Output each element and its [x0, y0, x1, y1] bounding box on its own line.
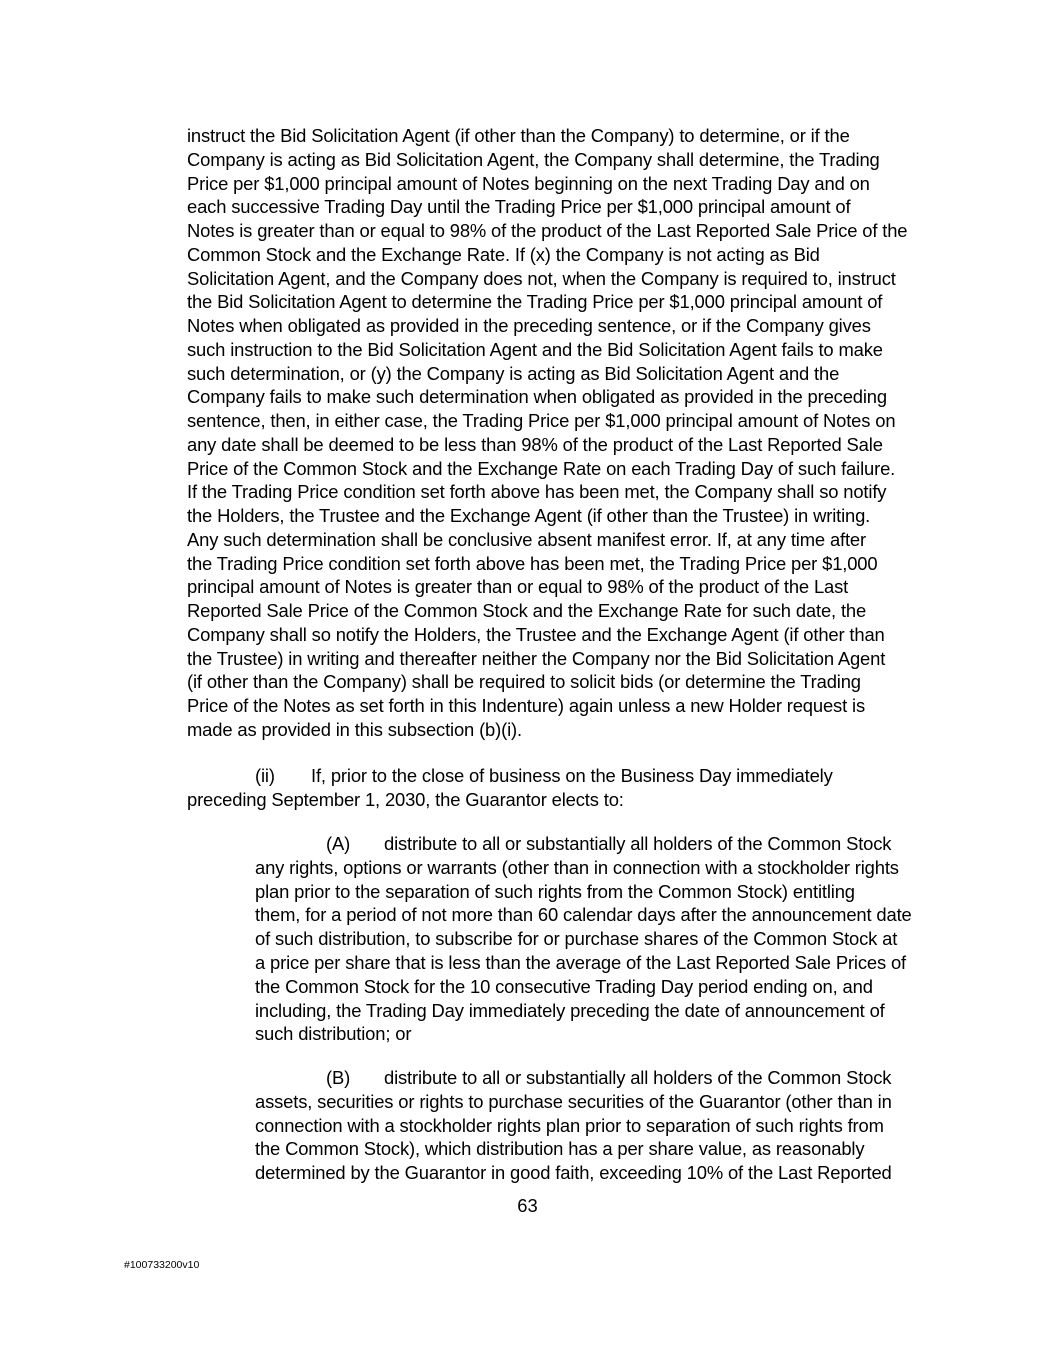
item-b-text: distribute to all or substantially all holders of the Common Stock assets, securities or rights to purchase securities of the Guarantor (other than in connection with a stockholder rights plan prior to separation of such rights from the Common Stock), which distribution has a per share value, as reasonably determined by the Guarantor in good faith, exceeding 10% of the Last Reported	[255, 1067, 892, 1184]
document-id-footer: #100733200v10	[124, 1259, 200, 1271]
page-number: 63	[517, 1195, 538, 1216]
item-b-enum: (B)	[326, 1067, 351, 1088]
item-a-enum: (A)	[326, 833, 351, 854]
main-paragraph: instruct the Bid Solicitation Agent (if other than the Company) to determine, or if the Company is acting as Bid Solicitation Agent, the Company shall determine, the Trading Price per $1,000 principal amount of Notes beginning on the next Trading Day and on each successive Trading Day until the Trading Price per $1,000 principal amount of Notes is greater than or equal to 98% of the product of the Last Reported Sale Price of the Common Stock and the Exchange Rate. If (x) the Company is not acting as Bid Solicitation Agent, and the Company does not, when the Company is required to, instruct the Bid Solicitation Agent to determine the Trading Price per $1,000 principal amount of Notes when obligated as provided in the preceding sentence, or if the Company gives such instruction to the Bid Solicitation Agent and the Bid Solicitation Agent fails to make such determination, or (y) the Company is acting as Bid Solicitation Agent and the Company fails to make such determination when obligated as provided in the preceding sentence, then, in either case, the Trading Price per $1,000 principal amount of Notes on any date shall be deemed to be less than 98% of the product of the Last Reported Sale Price of the Common Stock and the Exchange Rate on each Trading Day of such failure. If the Trading Price condition set forth above has been met, the Company shall so notify the Holders, the Trustee and the Exchange Agent (if other than the Trustee) in writing. Any such determination shall be conclusive absent manifest error. If, at any time after the Trading Price condition set forth above has been met, the Trading Price per $1,000 principal amount of Notes is greater than or equal to 98% of the product of the Last Reported Sale Price of the Common Stock and the Exchange Rate for such date, the Company shall so notify the Holders, the Trustee and the Exchange Agent (if other than the Trustee) in writing and thereafter neither the Company nor the Bid Solicitation Agent (if other than the Company) shall be required to solicit bids (or determine the Trading Price of the Notes as set forth in this Indenture) again unless a new Holder request is made as provided in this subsection (b)(i).	[187, 125, 908, 740]
item-a-text: distribute to all or substantially all holders of the Common Stock any rights, options or warrants (other than in connection with a stockholder rights plan prior to the separation of such rights from the Common Stock) entitling them, for a period of not more than 60 calendar days after the announcement date of such distribution, to subscribe for or purchase shares of the Common Stock at a price per share that is less than the average of the Last Reported Sale Prices of the Common Stock for the 10 consecutive Trading Day period ending on, and including, the Trading Day immediately preceding the date of announcement of such distribution; or	[255, 833, 912, 1045]
item-b-paragraph	[255, 1066, 945, 1185]
section-ii-text: If, prior to the close of business on the Business Day immediately preceding September 1, 2030, the Guarantor elects to:	[187, 765, 833, 810]
section-ii-paragraph	[187, 764, 937, 812]
section-ii-enum: (ii)	[255, 765, 275, 786]
item-a-paragraph	[255, 832, 945, 1046]
